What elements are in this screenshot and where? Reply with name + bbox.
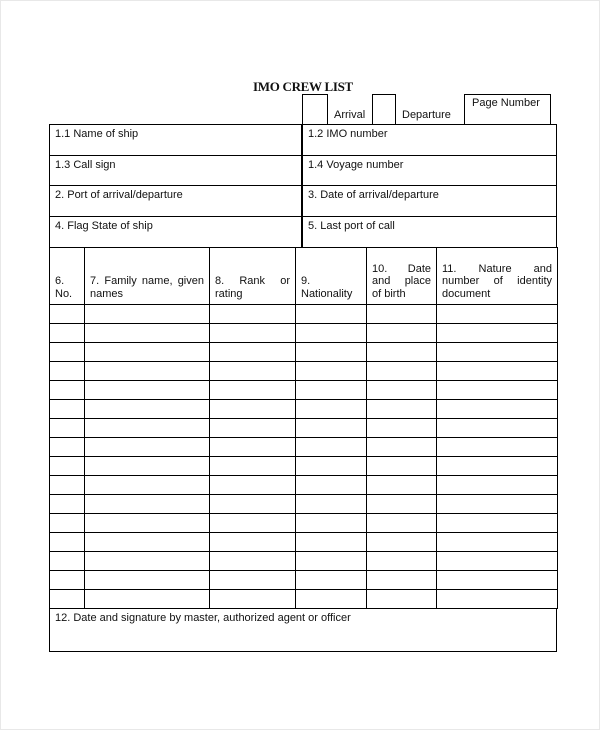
table-cell-col-identity[interactable]	[436, 380, 558, 400]
field-flag-state[interactable]: 4. Flag State of ship	[49, 216, 302, 248]
table-cell-col-no[interactable]	[49, 494, 85, 514]
table-cell-col-birth[interactable]	[366, 437, 437, 457]
table-cell-col-name[interactable]	[84, 361, 210, 381]
table-cell-col-identity[interactable]	[436, 475, 558, 495]
field-date[interactable]: 3. Date of arrival/departure	[302, 185, 557, 217]
table-cell-col-nationality[interactable]	[295, 494, 367, 514]
table-cell-col-no[interactable]	[49, 380, 85, 400]
table-cell-col-birth[interactable]	[366, 399, 437, 419]
table-cell-col-no[interactable]	[49, 437, 85, 457]
table-cell-col-identity[interactable]	[436, 437, 558, 457]
table-cell-col-nationality[interactable]	[295, 551, 367, 571]
table-cell-col-identity[interactable]	[436, 513, 558, 533]
table-cell-col-identity[interactable]	[436, 589, 558, 609]
field-signature[interactable]: 12. Date and signature by master, authorized agent or officer	[49, 608, 557, 652]
document-title: IMO CREW LIST	[253, 79, 353, 94]
table-cell-col-rank[interactable]	[209, 532, 296, 552]
header-col-name: 7. Family name, given names	[84, 247, 210, 305]
table-cell-col-no[interactable]	[49, 418, 85, 438]
table-cell-col-no[interactable]	[49, 570, 85, 590]
table-cell-col-rank[interactable]	[209, 418, 296, 438]
page-number-box[interactable]	[464, 94, 551, 125]
table-cell-col-rank[interactable]	[209, 361, 296, 381]
table-cell-col-nationality[interactable]	[295, 570, 367, 590]
table-cell-col-no[interactable]	[49, 456, 85, 476]
table-cell-col-rank[interactable]	[209, 342, 296, 362]
table-cell-col-identity[interactable]	[436, 551, 558, 571]
table-cell-col-birth[interactable]	[366, 513, 437, 533]
table-cell-col-name[interactable]	[84, 551, 210, 571]
table-cell-col-rank[interactable]	[209, 304, 296, 324]
table-cell-col-identity[interactable]	[436, 570, 558, 590]
page-number-label: Page Number	[472, 97, 540, 109]
table-cell-col-birth[interactable]	[366, 532, 437, 552]
table-cell-col-identity[interactable]	[436, 304, 558, 324]
table-cell-col-birth[interactable]	[366, 323, 437, 343]
table-cell-col-birth[interactable]	[366, 570, 437, 590]
table-cell-col-rank[interactable]	[209, 551, 296, 571]
table-cell-col-name[interactable]	[84, 418, 210, 438]
table-cell-col-rank[interactable]	[209, 456, 296, 476]
table-cell-col-no[interactable]	[49, 304, 85, 324]
table-cell-col-rank[interactable]	[209, 589, 296, 609]
table-cell-col-no[interactable]	[49, 475, 85, 495]
table-cell-col-identity[interactable]	[436, 399, 558, 419]
table-cell-col-name[interactable]	[84, 437, 210, 457]
table-cell-col-rank[interactable]	[209, 475, 296, 495]
departure-label: Departure	[402, 109, 451, 121]
table-cell-col-name[interactable]	[84, 513, 210, 533]
field-last-port[interactable]: 5. Last port of call	[302, 216, 557, 248]
table-cell-col-rank[interactable]	[209, 380, 296, 400]
table-cell-col-birth[interactable]	[366, 589, 437, 609]
header-col-identity: 11. Nature and number of identity document	[436, 247, 558, 305]
table-cell-col-no[interactable]	[49, 323, 85, 343]
table-cell-col-identity[interactable]	[436, 532, 558, 552]
header-col-rank: 8. Rank or rating	[209, 247, 296, 305]
table-cell-col-birth[interactable]	[366, 418, 437, 438]
table-cell-col-nationality[interactable]	[295, 456, 367, 476]
table-cell-col-no[interactable]	[49, 513, 85, 533]
table-cell-col-no[interactable]	[49, 532, 85, 552]
arrival-label: Arrival	[334, 109, 366, 121]
table-cell-col-name[interactable]	[84, 342, 210, 362]
table-cell-col-nationality[interactable]	[295, 418, 367, 438]
table-cell-col-nationality[interactable]	[295, 513, 367, 533]
header-col-no: 6. No.	[49, 247, 85, 305]
table-cell-col-nationality[interactable]	[295, 475, 367, 495]
field-port[interactable]: 2. Port of arrival/departure	[49, 185, 302, 217]
field-imo-number[interactable]: 1.2 IMO number	[302, 124, 557, 156]
table-cell-col-no[interactable]	[49, 361, 85, 381]
table-cell-col-birth[interactable]	[366, 551, 437, 571]
table-cell-col-nationality[interactable]	[295, 304, 367, 324]
table-cell-col-rank[interactable]	[209, 399, 296, 419]
table-cell-col-no[interactable]	[49, 399, 85, 419]
table-cell-col-nationality[interactable]	[295, 380, 367, 400]
table-cell-col-birth[interactable]	[366, 304, 437, 324]
table-cell-col-rank[interactable]	[209, 437, 296, 457]
table-cell-col-birth[interactable]	[366, 456, 437, 476]
field-name-of-ship[interactable]: 1.1 Name of ship	[49, 124, 302, 156]
header-col-birth: 10. Date and place of birth	[366, 247, 437, 305]
table-cell-col-name[interactable]	[84, 494, 210, 514]
table-cell-col-no[interactable]	[49, 589, 85, 609]
table-cell-col-nationality[interactable]	[295, 361, 367, 381]
table-cell-col-birth[interactable]	[366, 494, 437, 514]
table-cell-col-rank[interactable]	[209, 570, 296, 590]
table-cell-col-name[interactable]	[84, 456, 210, 476]
table-cell-col-name[interactable]	[84, 589, 210, 609]
table-cell-col-name[interactable]	[84, 399, 210, 419]
table-cell-col-nationality[interactable]	[295, 342, 367, 362]
field-voyage-number[interactable]: 1.4 Voyage number	[302, 155, 557, 186]
table-cell-col-name[interactable]	[84, 323, 210, 343]
table-cell-col-birth[interactable]	[366, 361, 437, 381]
table-cell-col-nationality[interactable]	[295, 323, 367, 343]
header-col-nationality: 9. Nationality	[295, 247, 367, 305]
table-cell-col-nationality[interactable]	[295, 589, 367, 609]
table-cell-col-no[interactable]	[49, 342, 85, 362]
table-cell-col-birth[interactable]	[366, 475, 437, 495]
table-cell-col-rank[interactable]	[209, 494, 296, 514]
table-cell-col-identity[interactable]	[436, 342, 558, 362]
departure-checkbox[interactable]	[372, 94, 396, 125]
table-cell-col-identity[interactable]	[436, 361, 558, 381]
table-cell-col-name[interactable]	[84, 532, 210, 552]
table-cell-col-rank[interactable]	[209, 513, 296, 533]
table-cell-col-nationality[interactable]	[295, 437, 367, 457]
table-cell-col-nationality[interactable]	[295, 399, 367, 419]
table-cell-col-no[interactable]	[49, 551, 85, 571]
table-cell-col-rank[interactable]	[209, 323, 296, 343]
table-cell-col-identity[interactable]	[436, 456, 558, 476]
table-cell-col-nationality[interactable]	[295, 532, 367, 552]
table-cell-col-identity[interactable]	[436, 494, 558, 514]
field-call-sign[interactable]: 1.3 Call sign	[49, 155, 302, 186]
table-cell-col-identity[interactable]	[436, 418, 558, 438]
table-cell-col-name[interactable]	[84, 304, 210, 324]
arrival-checkbox[interactable]	[302, 94, 328, 125]
table-cell-col-name[interactable]	[84, 475, 210, 495]
table-cell-col-name[interactable]	[84, 570, 210, 590]
table-cell-col-identity[interactable]	[436, 323, 558, 343]
table-cell-col-birth[interactable]	[366, 380, 437, 400]
table-cell-col-birth[interactable]	[366, 342, 437, 362]
table-cell-col-name[interactable]	[84, 380, 210, 400]
